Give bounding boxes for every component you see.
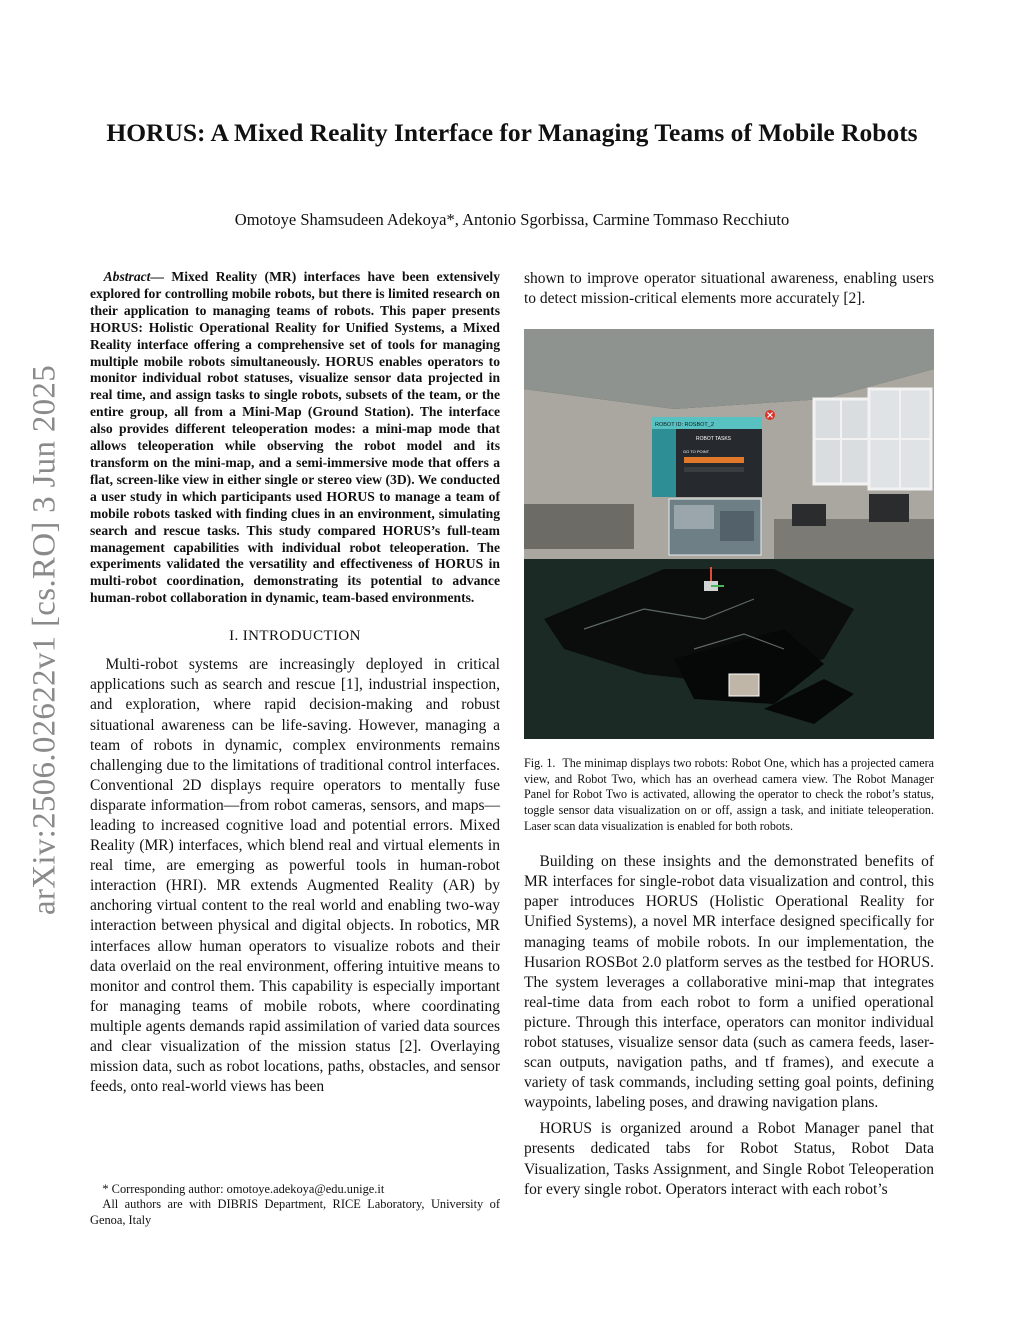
- intro-paragraph-2: Building on these insights and the demonstrated benefits of MR interfaces for single-robot data visualization and control, this paper introduces HORUS (Holistic Operational Reality for Unified Systems), a novel MR interface designed specifically for managing teams of mobile robots. In our implementation, the Husarion ROSBot 2.0 platform serves as the testbed for HORUS. The system leverages a collaborative mini-map that integrates real-time data from each robot to form a unified operational picture. Through this interface, operators can monitor individual robot statuses, visualize sensor data (such as camera feeds, laser-scan outputs, navigation paths, and tf frames), and execute a variety of task commands, including setting goal points, defining waypoints, labeling poses, and drawing navigation plans.: [524, 853, 934, 1112]
- section-heading-introduction: I. INTRODUCTION: [229, 628, 361, 645]
- paper-title: HORUS: A Mixed Reality Interface for Managing Teams of Mobile Robots: [106, 118, 918, 147]
- figure-1-label: Fig. 1.: [524, 756, 556, 771]
- mixed-reality-scene: [524, 329, 934, 739]
- right-column: [524, 269, 934, 1200]
- figure-1-image: [524, 329, 934, 739]
- abstract-dash: —: [150, 269, 165, 284]
- panel-heading: ROBOT TASKS: [696, 436, 732, 443]
- figure-1-caption-text: The minimap displays two robots: Robot One, which has a projected camera view, and Robot Two, which has an overhead camera view. The Robot Manager Panel for Robot Two is activated, allowing the operator to check the robot’s status, toggle sensor data visualization on or off, assign a task, and initiate teleoperation. Laser scan data visualization is enabled for both robots.: [524, 756, 934, 833]
- footnote-corresponding-author: * Corresponding author: omotoye.adekoya@edu.unige.it: [102, 1182, 385, 1196]
- abstract: [90, 269, 500, 607]
- footnote-affiliation: All authors are with DIBRIS Department, RICE Laboratory, University of Genoa, Italy: [90, 1197, 500, 1227]
- abstract-text: Mixed Reality (MR) interfaces have been extensively explored for controlling mobile robots, but there is limited research on their application to managing teams of robots. This paper presents HORUS: Holistic Operational Reality for Unified Systems, a Mixed Reality interface offering a comprehensive set of tools for managing multiple mobile robots simultaneously. HORUS enables operators to monitor individual robot statuses, visualize sensor data projected in real time, and assign tasks to single robots, subsets of the team, or the entire group, all from a Mini-Map (Ground Station). The interface also provides different teleoperation modes: a mini-map mode that allows teleoperation while observing the robot model and its transform on the mini-map, and a semi-immersive mode that offers a flat, screen-like view in either single or stereo view (3D). We conducted a user study in which participants used HORUS to manage a team of mobile robots tasked with finding clues in an environment, simulating search and rescue tasks. This study compared HORUS’s full-team management capabilities with individual robot teleoperation. The experiments validated the versatility and effectiveness of HORUS in multi-robot coordination, demonstrating its potential to advance human-robot collaboration in dynamic, team-based environments.: [90, 269, 500, 606]
- panel-title: ROBOT ID: ROSBOT_2: [655, 422, 714, 429]
- intro-paragraph-1: Multi-robot systems are increasingly deployed in critical applications such as search and rescue [1], industrial inspection, and exploration, where rapid decision-making and robust situational awareness can be life-saving. However, managing a team of robots in dynamic, complex environments remains challenging due to the limitations of traditional control interfaces. Conventional 2D displays require operators to mentally fuse disparate information—from robot cameras, sensors, and maps—leading to increased cognitive load and potential errors. Mixed Reality (MR) interfaces, which blend real and virtual elements in real time, are emerging as powerful tools in human-robot interaction (HRI). MR extends Augmented Reality (AR) by anchoring virtual content to the real world and enabling two-way interaction between physical and digital objects. In robotics, MR interfaces allow human operators to visualize robots and their data overlaid on the real environment, offering intuitive means to monitor and control them. This capability is especially important for managing teams of mobile robots, where coordinating multiple agents demands rapid assimilation of varied data sources and clear visualization of the mission status [2]. Overlaying mission data, such as robot locations, paths, obstacles, and sensor feeds, onto real-world views has been: [90, 656, 500, 1096]
- arxiv-identifier: [20, 300, 70, 980]
- intro-paragraph-3: HORUS is organized around a Robot Manager panel that presents dedicated tabs for Robot Status, Robot Data Visualization, Tasks Assignment, and Single Robot Teleoperation for every single robot. Operators interact with each robot’s: [524, 1120, 934, 1198]
- intro-paragraph-1-continued: shown to improve operator situational awareness, enabling users to detect mission-critical elements more accurately [2].: [524, 270, 934, 308]
- arxiv-identifier-text: arXiv:2506.02622v1 [cs.RO] 3 Jun 2025: [26, 364, 63, 916]
- footnotes: [90, 1182, 500, 1228]
- left-column: [90, 269, 500, 1097]
- figure-1-caption: [524, 756, 934, 834]
- panel-subtext: GO TO POINT: [683, 449, 710, 455]
- author-list: Omotoye Shamsudeen Adekoya*, Antonio Sgorbissa, Carmine Tommaso Recchiuto: [234, 210, 790, 229]
- abstract-label: Abstract: [103, 269, 151, 284]
